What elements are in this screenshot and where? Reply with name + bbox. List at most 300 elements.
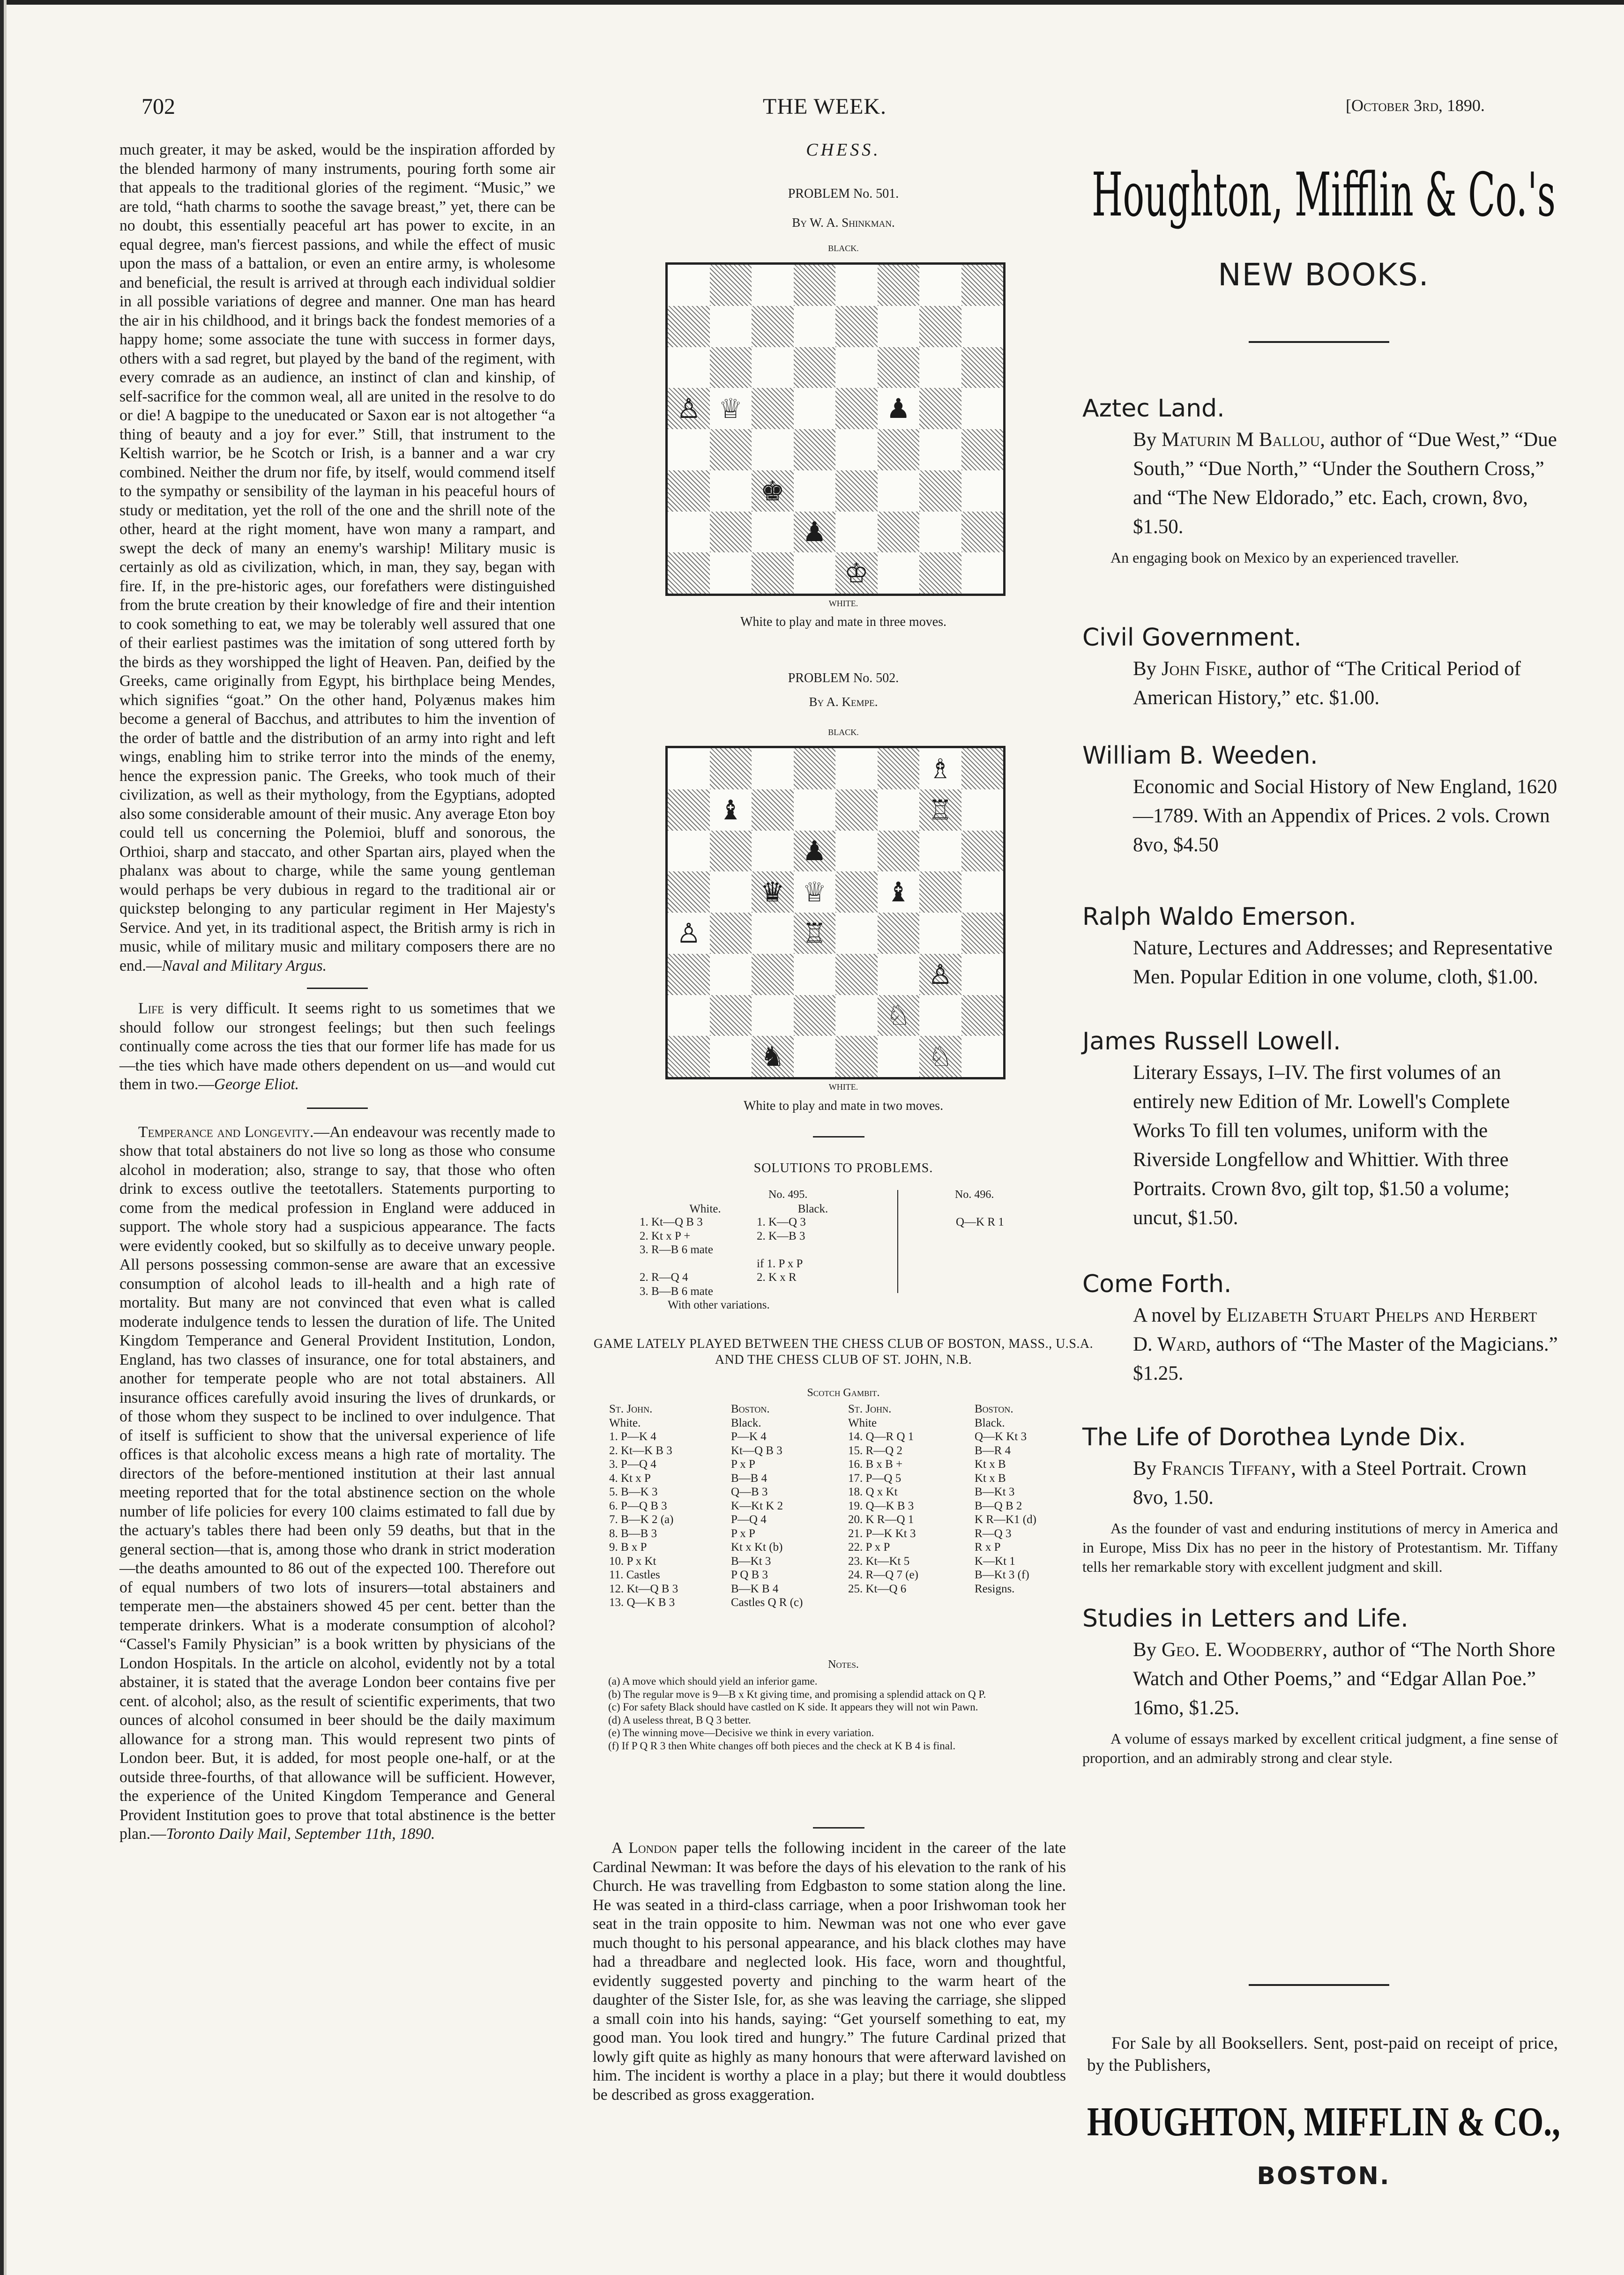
board-square	[752, 347, 794, 388]
problem-501-black-label: BLACK.	[828, 244, 859, 253]
board-square	[919, 831, 961, 872]
chess-piece-icon	[919, 871, 961, 913]
chess-piece-icon	[961, 913, 1004, 954]
board-square	[961, 1036, 1004, 1077]
chess-piece-icon: ♟	[886, 393, 911, 425]
chess-piece-icon: ♗	[928, 752, 953, 785]
book-details: , author of “The Critical Period of American History,” etc. $1.00.	[1133, 658, 1521, 709]
problem-501-caption: White to play and mate in three moves.	[740, 615, 947, 629]
chess-piece-icon	[878, 512, 920, 553]
chess-piece-icon	[794, 347, 836, 388]
board-square	[961, 748, 1004, 789]
game-cell: Castles Q R (c)	[731, 1596, 803, 1609]
board-square	[794, 388, 836, 429]
chess-piece-icon	[710, 954, 752, 995]
black-move: 2. K x R	[757, 1271, 797, 1284]
board-square	[794, 512, 836, 553]
game-cell: 20. K R—Q 1	[848, 1513, 914, 1526]
chess-piece-icon	[794, 429, 836, 470]
game-cell: 11. Castles	[609, 1569, 660, 1581]
board-square	[752, 831, 794, 872]
game-cell: P x P	[731, 1458, 755, 1471]
problem-501-white-label: WHITE.	[828, 599, 858, 608]
chess-piece-icon	[919, 831, 961, 872]
chess-piece-icon	[752, 748, 794, 789]
game-opening: Scotch Gambit.	[807, 1387, 880, 1399]
chess-piece-icon	[961, 512, 1004, 553]
chess-piece-icon	[752, 954, 794, 995]
chess-piece-icon	[710, 470, 752, 512]
chess-piece-icon: ♘	[928, 1041, 953, 1073]
life-source: George Eliot.	[214, 1076, 299, 1093]
publisher-city: BOSTON.	[1257, 2162, 1391, 2190]
game-move-row	[609, 1554, 1078, 1569]
board-square	[835, 954, 878, 995]
board-square	[752, 512, 794, 553]
chess-piece-icon: ♘	[886, 999, 911, 1032]
board-square	[752, 429, 794, 470]
board-square	[752, 748, 794, 789]
book-description	[1082, 1636, 1558, 1723]
game-cell: 19. Q—K B 3	[848, 1499, 914, 1512]
board-square	[835, 871, 878, 913]
board-square	[668, 954, 710, 995]
temperance-lead: Temperance and Longevity.	[138, 1123, 314, 1141]
game-cell: 8. B—B 3	[609, 1527, 657, 1540]
solution-496-move: Q—K R 1	[956, 1216, 1004, 1228]
chess-piece-icon	[710, 748, 752, 789]
chess-piece-icon	[919, 470, 961, 512]
chess-piece-icon	[919, 265, 961, 306]
game-cell: Kt x Kt (b)	[731, 1541, 783, 1554]
chess-piece-icon	[752, 789, 794, 831]
board-square	[752, 265, 794, 306]
chess-piece-icon	[794, 789, 836, 831]
game-cell: 5. B—K 3	[609, 1486, 658, 1498]
life-lead: Life	[138, 1000, 164, 1017]
chess-piece-icon	[961, 306, 1004, 347]
page-number: 702	[142, 94, 175, 119]
chess-piece-icon	[710, 995, 752, 1036]
divider	[813, 1136, 864, 1138]
solutions-heading: SOLUTIONS TO PROBLEMS.	[753, 1161, 933, 1175]
chess-heading: CHESS.	[806, 140, 881, 160]
chess-piece-icon	[919, 306, 961, 347]
book-description	[1082, 773, 1558, 860]
board-square	[878, 748, 920, 789]
chess-piece-icon	[710, 831, 752, 872]
game-subheader-row	[609, 1416, 1078, 1430]
chess-piece-icon: ♙	[928, 958, 953, 990]
board-square	[668, 913, 710, 954]
book-note: A volume of essays marked by excellent critical judgment, a fine sense of proportion, and an admirably strong and clear style.	[1082, 1730, 1558, 1766]
board-square	[710, 347, 752, 388]
game-cell: Kt x B	[975, 1458, 1006, 1471]
chess-piece-icon: ♔	[844, 557, 869, 589]
game-cell: 12. Kt—Q B 3	[609, 1582, 678, 1595]
book-author: Geo. E. Woodberry	[1161, 1639, 1323, 1661]
board-square	[710, 871, 752, 913]
music-article-text: much greater, it may be asked, would be the inspiration afforded by the blended harmony of many instruments, pouring forth some air that appeals to the traditional glories of the regiment. “Music,” we are told, “hath charms to soothe the savage breast,” yet, there can be no doubt, this essentially peaceful art has power to excite, in an equal degree, man's fiercest passions, and while the effect of music upon the mass of a battalion, or even an entire army, is wholesome and beneficial, the result is arrived at through each individual soldier in all possible variations of degree and manner. One man has heard the air in his childhood, and it brings back the fondest memories of a happy home; some associate the tune with success in former days, others with a sad regret, but played by the band of the regiment, with every comrade as an audience, an instinct of clan and kinship, of self-sacrifice for the common weal, all are united in the resolve to do or die! A bagpipe to the uneducated or Saxon ear is not altogether “a thing of beauty and a joy for ever.” Still, that instrument to the Keltish warrior, be he Scotch or Irish, is a banner and a war cry combined. Neither the drum nor fife, by itself, would commend itself to the sympathy or sensibility of the layman in his peaceful hours of study or meditation, yet the roll of the one and the shrill note of the other, heard at the right moment, have won many a rampart, and swept the deck of many an enemy's warship! Military music is certainly as old as civilization, which, in man, they say, began with fire. If, in the pre-historic ages, our forefathers were distinguished from the brute creation by their knowledge of fire and their intention to cook something to eat, we may be tolerably well assured that one of their earliest pastimes was the imitation of song uttered forth by the birds as they worshipped the light of Heaven. Pan, deified by the Greeks, came originally from Egypt, his birthplace being Mendes, which signifies “goat.” On the other hand, Polyænus makes him become a general of Bacchus, and attributes to him the invention of the order of battle and the distribution of an army into right and left wings, enabling him to strike terror into the minds of the enemy, hence the expression panic. The Greeks, who took much of their civilization, as well as their mythology, from the Egyptians, adopted also some considerable amount of their music. Any average Eton boy could tell us concerning the Polemioi, bluff and sonorous, the Orthioi, sharp and staccato, and other Spartan airs, played when the phalanx was about to charge, while the same young gentleman would perhaps be very dubious in regard to the traditional air or quickstep belonging to any particular regiment in Her Majesty's Service. And yet, in its traditional aspect, the British army is rich in music, while of military music and military composers there are no end.—	[119, 141, 555, 974]
chess-piece-icon	[752, 306, 794, 347]
chess-piece-icon	[752, 552, 794, 594]
board-square	[794, 470, 836, 512]
board-square	[710, 913, 752, 954]
chess-piece-icon	[878, 789, 920, 831]
problem-501-title: PROBLEM No. 501.	[788, 186, 899, 201]
board-square	[710, 429, 752, 470]
game-cell: K—Kt 1	[975, 1554, 1015, 1568]
music-article-source: Naval and Military Argus.	[162, 957, 327, 974]
ad-divider-bottom	[1249, 1984, 1389, 1986]
book-details: , with a Steel Portrait. Crown 8vo, 1.50.	[1133, 1457, 1527, 1509]
problem-502-author: By A. Kempe.	[809, 695, 878, 709]
problem-502-white-label: WHITE.	[828, 1082, 858, 1092]
temperance-text: —An endeavour was recently made to show that total abstainers do not live so long as those who consume alcohol in moderation; also, strange to say, that those who often drink to excess outlive the teetotallers. Statements purporting to come from the medical profession in England were adduced in support. The whole story had a suspicious appearance. The facts were evidently cooked, but so skilfully as to deceive unwary people. All persons possessing common-sense are aware that an excessive consumption of alcohol leads to ill-health and a high rate of mortality. But many are not convinced that even what is called moderate indulgence tends to lessen the duration of life. The United Kingdom Temperance and General Provident Institution, London, England, has two classes of insurance, one for total abstainers, and another for temperate people who are not total abstainers. All insurance offices carefully avoid insuring the lives of drunkards, or of those whom they suspect to be inclined to over indulgence. That of itself is sufficient to show that the universal experience of life offices is that alcoholic excess means a high rate of mortality. The directors of the before-mentioned institution at their last annual meeting reported that for the total abstinence section on the whole number of life policies for every 100 claims estimated to fall due by the actuary's tables there had been only 59 deaths, but that in the general section—that is, among those who drank in strict moderation—the deaths amounted to 86 out of the expected 100. Therefore out of equal numbers of two lots of insurers—total abstainers and temperate men—the abstainers showed 45 per cent. better than the temperate drinkers. What is a moderate consumption of alcohol? “Cassel's Family Physician” is a book written by physicians of the London Hospitals. In the article on alcohol, evidently not by a total abstainer, it is stated that the average London beer contains five per cent. of alcohol; also, as the result of scientific experiments, that two ounces of alcohol consumed in beer should be the daily maximum allowance for a strong man. This would represent two pints of London beer. But, it is added, for most people one-half, or at the outside three-fourths, of that allowance will be sufficient. However, the experience of the United Kingdom Temperance and General Provident Institution goes to prove that total abstinence is the better plan.—	[119, 1123, 555, 1843]
chess-piece-icon	[794, 306, 836, 347]
game-header-row	[609, 1402, 1078, 1416]
chess-piece-icon	[752, 388, 794, 429]
board-square	[919, 1036, 961, 1077]
board-square	[961, 831, 1004, 872]
book-author: John Fiske	[1161, 658, 1247, 680]
problem-501-author: By W. A. Shinkman.	[792, 216, 895, 230]
chess-piece-icon	[919, 995, 961, 1036]
board-square	[668, 429, 710, 470]
board-square	[752, 954, 794, 995]
issue-date: [October 3rd, 1890.	[1346, 96, 1485, 115]
book-description	[1082, 1058, 1558, 1233]
chess-piece-icon	[794, 552, 836, 594]
board-square	[878, 913, 920, 954]
solutions-divider	[897, 1190, 898, 1293]
book-byline-prefix: By	[1133, 1457, 1162, 1479]
board-square	[835, 265, 878, 306]
book-details: , authors of “The Master of the Magicians.” $1.25.	[1133, 1333, 1558, 1384]
game-cell: P—Q 4	[731, 1513, 767, 1526]
chess-piece-icon	[752, 512, 794, 553]
game-move-row	[609, 1527, 1078, 1541]
chess-piece-icon	[668, 512, 710, 553]
chess-piece-icon	[919, 552, 961, 594]
solution-line	[640, 1215, 893, 1229]
chess-piece-icon	[668, 306, 710, 347]
music-article	[119, 141, 555, 975]
board-square	[752, 995, 794, 1036]
chess-piece-icon	[835, 913, 878, 954]
chess-piece-icon	[835, 429, 878, 470]
black-move: if 1. P x P	[757, 1257, 803, 1270]
game-cell: Black.	[975, 1416, 1005, 1429]
book-byline-prefix: By	[1133, 658, 1162, 680]
chess-piece-icon: ♝	[718, 794, 743, 826]
banner-lettering	[1082, 145, 1565, 239]
board-square	[961, 995, 1004, 1036]
solution-line	[640, 1243, 893, 1257]
board-square	[919, 552, 961, 594]
game-cell: 2. Kt—K B 3	[609, 1444, 672, 1457]
chess-piece-icon	[878, 306, 920, 347]
game-cell: 7. B—K 2 (a)	[609, 1513, 674, 1526]
board-square	[878, 306, 920, 347]
solution-line	[640, 1271, 893, 1285]
game-cell: B—Q B 2	[975, 1499, 1022, 1512]
game-cell: St. John.	[848, 1403, 892, 1415]
game-cell: B—K B 4	[731, 1582, 779, 1595]
book-entry	[1082, 624, 1558, 713]
board-square	[878, 388, 920, 429]
board-square	[835, 388, 878, 429]
chess-piece-icon	[668, 429, 710, 470]
game-cell: K—Kt K 2	[731, 1499, 783, 1512]
book-description	[1082, 1301, 1558, 1388]
game-cell: 16. B x B +	[848, 1458, 903, 1471]
chess-piece-icon	[878, 913, 920, 954]
board-square	[961, 429, 1004, 470]
game-cell: P—K 4	[731, 1430, 767, 1443]
board-square	[668, 512, 710, 553]
book-description	[1082, 654, 1558, 713]
board-square	[794, 347, 836, 388]
page-left-edge	[0, 0, 14, 2275]
board-square	[794, 265, 836, 306]
game-note: (f) If P Q R 3 then White changes off both pieces and the check at K B 4 is final.	[608, 1740, 956, 1752]
book-title: William B. Weeden.	[1082, 742, 1318, 770]
book-description	[1082, 425, 1558, 542]
game-move-row	[609, 1430, 1078, 1444]
chess-piece-icon	[878, 429, 920, 470]
book-byline-prefix: A novel by	[1133, 1304, 1227, 1326]
board-square	[794, 1036, 836, 1077]
chess-piece-icon	[752, 831, 794, 872]
game-cell: 23. Kt—Kt 5	[848, 1554, 910, 1568]
board-square	[835, 347, 878, 388]
chess-piece-icon	[835, 831, 878, 872]
chess-piece-icon	[668, 789, 710, 831]
black-move	[757, 1285, 893, 1299]
column-left	[119, 141, 555, 1844]
sale-notice: For Sale by all Booksellers. Sent, post-paid on receipt of price, by the Publishers,	[1087, 2034, 1558, 2075]
board-square	[919, 265, 961, 306]
white-move	[640, 1257, 757, 1271]
chess-board-502	[665, 746, 1006, 1079]
chess-piece-icon: ♕	[718, 393, 743, 425]
board-square	[961, 306, 1004, 347]
chess-piece-icon: ♕	[802, 876, 827, 908]
board-square	[961, 789, 1004, 831]
chess-piece-icon	[710, 265, 752, 306]
board-square	[961, 470, 1004, 512]
board-square	[878, 512, 920, 553]
board-square	[752, 388, 794, 429]
notes-heading: Notes.	[828, 1658, 859, 1671]
game-cell: P Q B 3	[731, 1569, 768, 1581]
chess-piece-icon	[961, 347, 1004, 388]
chess-piece-icon	[835, 347, 878, 388]
board-square	[752, 789, 794, 831]
chess-piece-icon	[710, 913, 752, 954]
temperance-source: Toronto Daily Mail, September 11th, 1890.	[166, 1825, 435, 1843]
game-note: (c) For safety Black should have castled on K side. It appears they will not win Pawn.	[608, 1701, 978, 1713]
chess-piece-icon	[668, 831, 710, 872]
book-description	[1082, 1454, 1558, 1512]
chess-piece-icon	[668, 1036, 710, 1077]
chess-piece-icon	[668, 265, 710, 306]
chess-piece-icon	[878, 748, 920, 789]
chess-piece-icon	[919, 512, 961, 553]
game-cell: Resigns.	[975, 1582, 1015, 1595]
game-cell: R x P	[975, 1541, 1001, 1554]
solution-note: With other variations.	[668, 1299, 770, 1311]
board-square	[710, 265, 752, 306]
board-square	[878, 552, 920, 594]
chess-piece-icon	[961, 552, 1004, 594]
game-cell: B—Kt 3	[975, 1486, 1015, 1498]
game-note: (e) The winning move—Decisive we think in every variation.	[608, 1727, 874, 1739]
game-cell: Q—B 3	[731, 1486, 768, 1498]
game-cell: 9. B x P	[609, 1541, 647, 1554]
divider	[307, 988, 368, 989]
board-square	[752, 552, 794, 594]
book-author: Elizabeth Stuart Phelps and Herbert D. Ward	[1133, 1304, 1537, 1355]
game-move-row	[609, 1444, 1078, 1458]
publisher-name: HOUGHTON, MIFFLIN & CO.,	[1087, 2099, 1560, 2145]
chess-piece-icon	[878, 347, 920, 388]
life-text: is very difficult. It seems right to us sometimes that we should follow our strongest feelings; but then such feelings continually come across the ties that our former life has made for us—the ties which have made others dependent on us—and would cut them in two.—	[119, 1000, 555, 1093]
solution-496-title: No. 496.	[955, 1189, 994, 1201]
chess-board-501	[665, 262, 1006, 596]
game-cell: K R—K1 (d)	[975, 1513, 1036, 1526]
chess-piece-icon	[878, 265, 920, 306]
chess-piece-icon	[668, 470, 710, 512]
board-square	[668, 388, 710, 429]
chess-piece-icon	[961, 871, 1004, 913]
publisher-banner	[1082, 145, 1565, 239]
chess-piece-icon	[752, 913, 794, 954]
board-square	[794, 995, 836, 1036]
chess-piece-icon	[668, 748, 710, 789]
chess-piece-icon	[961, 831, 1004, 872]
board-square	[710, 748, 752, 789]
book-entry	[1082, 1423, 1558, 1576]
book-title: Studies in Letters and Life.	[1082, 1605, 1408, 1633]
chess-piece-icon	[752, 995, 794, 1036]
book-entry	[1082, 1270, 1558, 1388]
board-square	[794, 954, 836, 995]
chess-piece-icon	[961, 388, 1004, 429]
chess-piece-icon	[961, 265, 1004, 306]
book-entry	[1082, 1605, 1558, 1768]
chess-piece-icon	[961, 429, 1004, 470]
chess-piece-icon	[710, 871, 752, 913]
game-cell: 15. R—Q 2	[848, 1444, 902, 1457]
board-square	[961, 552, 1004, 594]
board-square	[794, 306, 836, 347]
chess-piece-icon: ♙	[676, 393, 701, 425]
board-square	[961, 954, 1004, 995]
board-square	[961, 512, 1004, 553]
chess-piece-icon	[961, 748, 1004, 789]
board-square	[668, 552, 710, 594]
chess-piece-icon	[878, 831, 920, 872]
chess-piece-icon: ♞	[760, 1041, 785, 1073]
chess-piece-icon: ♟	[802, 516, 827, 548]
problem-502-black-label: BLACK.	[828, 728, 859, 737]
book-entry	[1082, 742, 1558, 860]
game-move-row	[609, 1472, 1078, 1486]
game-cell: St. John.	[609, 1403, 653, 1415]
chess-piece-icon	[668, 347, 710, 388]
board-square	[710, 1036, 752, 1077]
board-square	[835, 512, 878, 553]
book-title: Aztec Land.	[1082, 394, 1225, 423]
chess-piece-icon: ♝	[886, 876, 911, 908]
book-title: Civil Government.	[1082, 624, 1302, 652]
book-details: Literary Essays, I–IV. The first volumes of an entirely new Edition of Mr. Lowell's Complete Works To fill ten volumes, uniform with the Riverside Longfellow and Whittier. With three Portraits. Crown 8vo, gilt top, $1.50 a volume; uncut, $1.50.	[1133, 1062, 1510, 1229]
game-cell: 10. P x Kt	[609, 1554, 656, 1568]
board-square	[668, 265, 710, 306]
board-square	[710, 512, 752, 553]
chess-piece-icon: ♖	[802, 917, 827, 949]
publisher-imprint	[1082, 2094, 1565, 2146]
white-move: 2. R—Q 4	[640, 1271, 688, 1284]
chess-piece-icon	[794, 470, 836, 512]
board-square	[878, 789, 920, 831]
book-details: , author of “The North Shore Watch and Other Poems,” and “Edgar Allan Poe.” 16mo, $1.25.	[1133, 1639, 1556, 1719]
chess-piece-icon: ♛	[760, 876, 785, 908]
board-square	[835, 306, 878, 347]
board-square	[961, 347, 1004, 388]
newman-article	[593, 1839, 1066, 2104]
chess-piece-icon	[878, 470, 920, 512]
game-move-row	[609, 1596, 1078, 1610]
game-score	[609, 1402, 1078, 1610]
chess-piece-icon	[668, 954, 710, 995]
game-cell: 22. P x P	[848, 1541, 890, 1554]
chess-piece-icon	[961, 789, 1004, 831]
board-square	[961, 913, 1004, 954]
game-cell: P x P	[731, 1527, 755, 1540]
game-cell: Kt—Q B 3	[731, 1444, 782, 1457]
chess-piece-icon	[835, 954, 878, 995]
board-square	[668, 995, 710, 1036]
chess-piece-icon	[835, 871, 878, 913]
game-cell: White.	[609, 1416, 641, 1429]
game-move-row	[609, 1457, 1078, 1472]
board-square	[919, 347, 961, 388]
divider	[307, 1108, 368, 1109]
game-cell: 17. P—Q 5	[848, 1472, 901, 1485]
game-cell: 13. Q—K B 3	[609, 1596, 675, 1609]
chess-piece-icon	[835, 512, 878, 553]
board-square	[668, 831, 710, 872]
board-square	[878, 470, 920, 512]
chess-piece-icon	[710, 512, 752, 553]
game-move-row	[609, 1485, 1078, 1499]
chess-piece-icon	[752, 347, 794, 388]
board-square	[878, 265, 920, 306]
book-author: Francis Tiffany	[1161, 1457, 1291, 1479]
chess-piece-icon	[878, 1036, 920, 1077]
board-square	[835, 1036, 878, 1077]
game-cell: 18. Q x Kt	[848, 1486, 898, 1498]
board-square	[794, 831, 836, 872]
board-square	[794, 429, 836, 470]
chess-piece-icon	[961, 995, 1004, 1036]
board-square	[668, 1036, 710, 1077]
board-square	[835, 552, 878, 594]
board-square	[835, 429, 878, 470]
